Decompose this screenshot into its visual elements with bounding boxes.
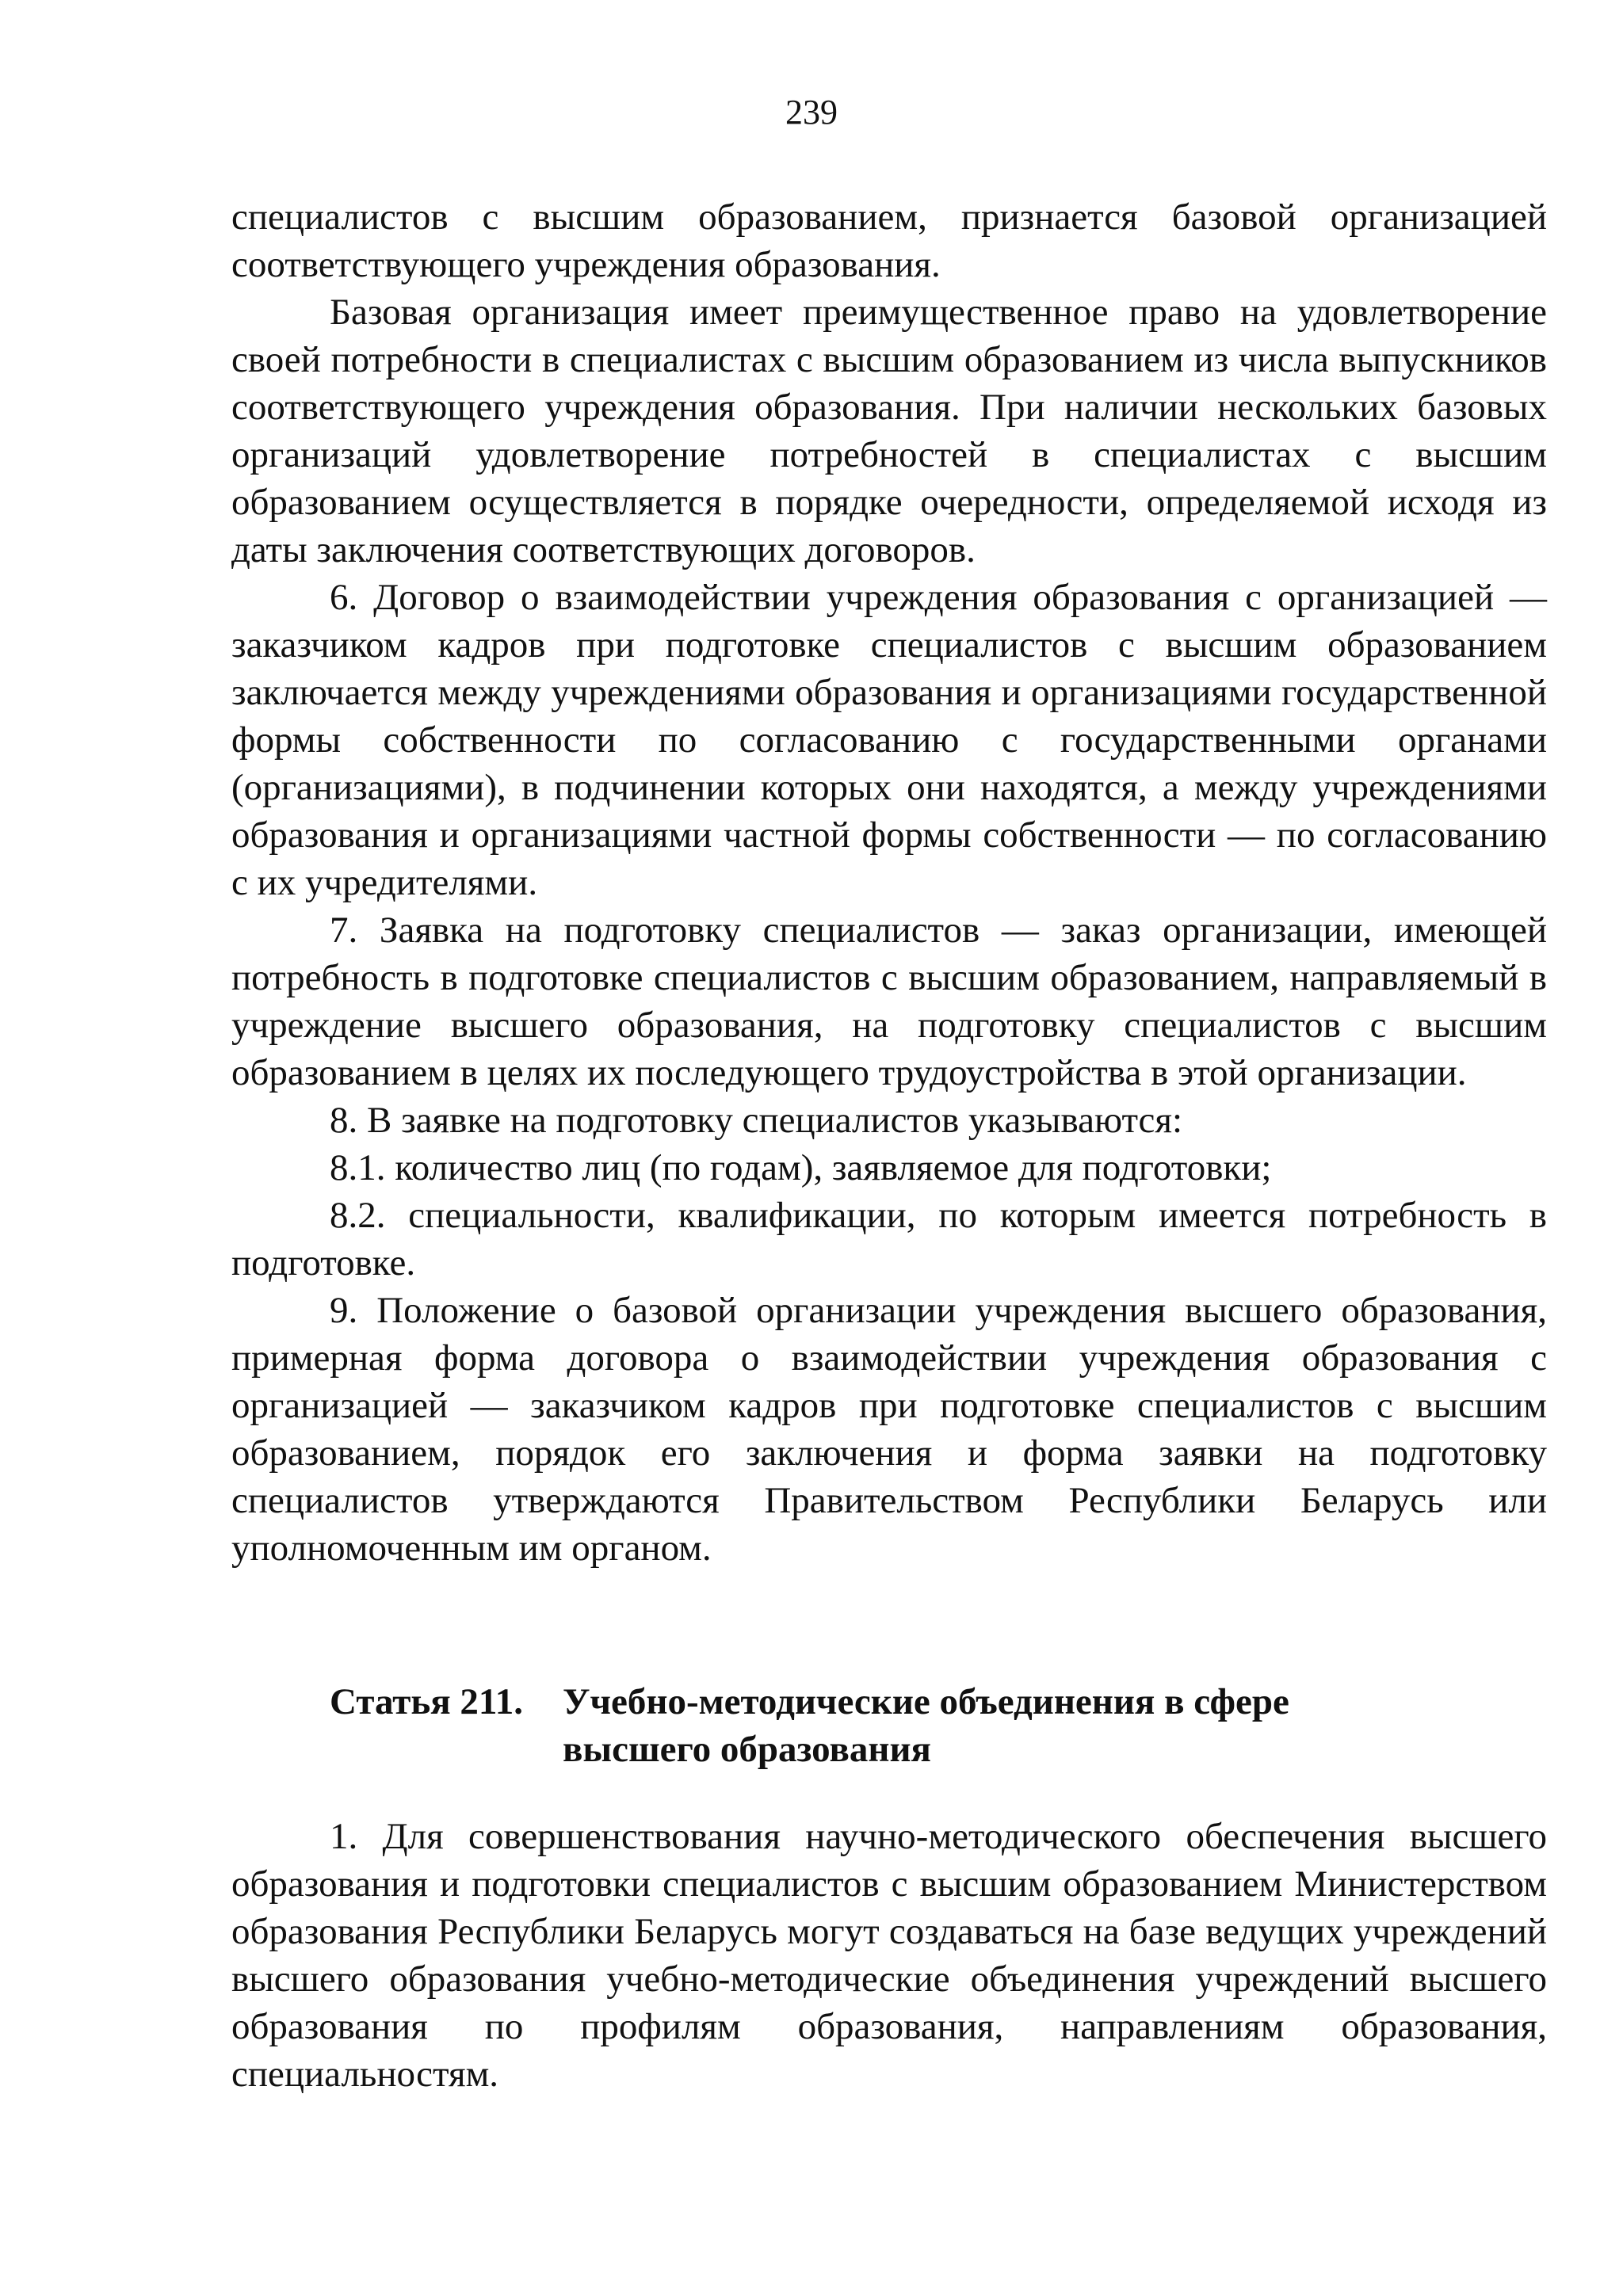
article-title-line-1: Учебно-методические объединения в сфере bbox=[563, 1681, 1289, 1722]
paragraph-item-7: 7. Заявка на подготовку специалистов — заказ организации, имеющей потребность в подготовке специалистов с высшим образованием, направляемый в учреждение высшего образования, на подготовку специалистов с высшим образованием в целях их последующего трудоустройства в этой организации. bbox=[231, 910, 1547, 1093]
paragraph-continuation: специалистов с высшим образованием, признается базовой организацией соответствующего учреждения образования. bbox=[231, 196, 1547, 285]
paragraph-article-item-1: 1. Для совершенствования научно-методического обеспечения высшего образования и подготовки специалистов с высшим образованием Министерством образования Республики Беларусь могут создаваться на базе ведущих учреждений высшего образования учебно-методические объединения учреждений высшего образования по профилям образования, направлениям образования, специальностям. bbox=[231, 1816, 1547, 2095]
paragraph-item-8-2: 8.2. специальности, квалификации, по которым имеется потребность в подготовке. bbox=[231, 1195, 1547, 1283]
paragraph-item-8-1: 8.1. количество лиц (по годам), заявляемое для подготовки; bbox=[330, 1147, 1272, 1188]
article-title-line-2: высшего образования bbox=[563, 1729, 931, 1770]
article-title bbox=[563, 1678, 1403, 1773]
paragraph-item-9: 9. Положение о базовой организации учреждения высшего образования, примерная форма договора о взаимодействии учреждения образования с организацией — заказчиком кадров при подготовке специалистов с высшим образованием, порядок его заключения и форма заявки на подготовку специалистов утверждаются Правительством Республики Беларусь или уполномоченным им органом. bbox=[231, 1290, 1547, 1569]
paragraph-item-8: 8. В заявке на подготовку специалистов указываются: bbox=[330, 1100, 1183, 1141]
paragraph-item-6: 6. Договор о взаимодействии учреждения образования с организацией — заказчиком кадров при подготовке специалистов с высшим образованием заключается между учреждениями образования и организациями государственной формы собственности по согласованию с государственными органами (организациями), в подчинении которых они находятся, а между учреждениями образования и организациями частной формы собственности — по согласованию с их учредителями. bbox=[231, 577, 1547, 903]
paragraph-base-organization: Базовая организация имеет преимущественное право на удовлетворение своей потребности в специалистах с высшим образованием из числа выпускников соответствующего учреждения образования. При наличии нескольких базовых организаций удовлетворение потребностей в специалистах с высшим образованием осуществляется в порядке очередности, определяемой исходя из даты заключения соответствующих договоров. bbox=[231, 292, 1547, 570]
article-number: Статья 211. bbox=[330, 1681, 524, 1722]
page-number: 239 bbox=[785, 93, 838, 132]
document-body bbox=[231, 193, 1547, 1572]
article-body bbox=[231, 1813, 1547, 2098]
